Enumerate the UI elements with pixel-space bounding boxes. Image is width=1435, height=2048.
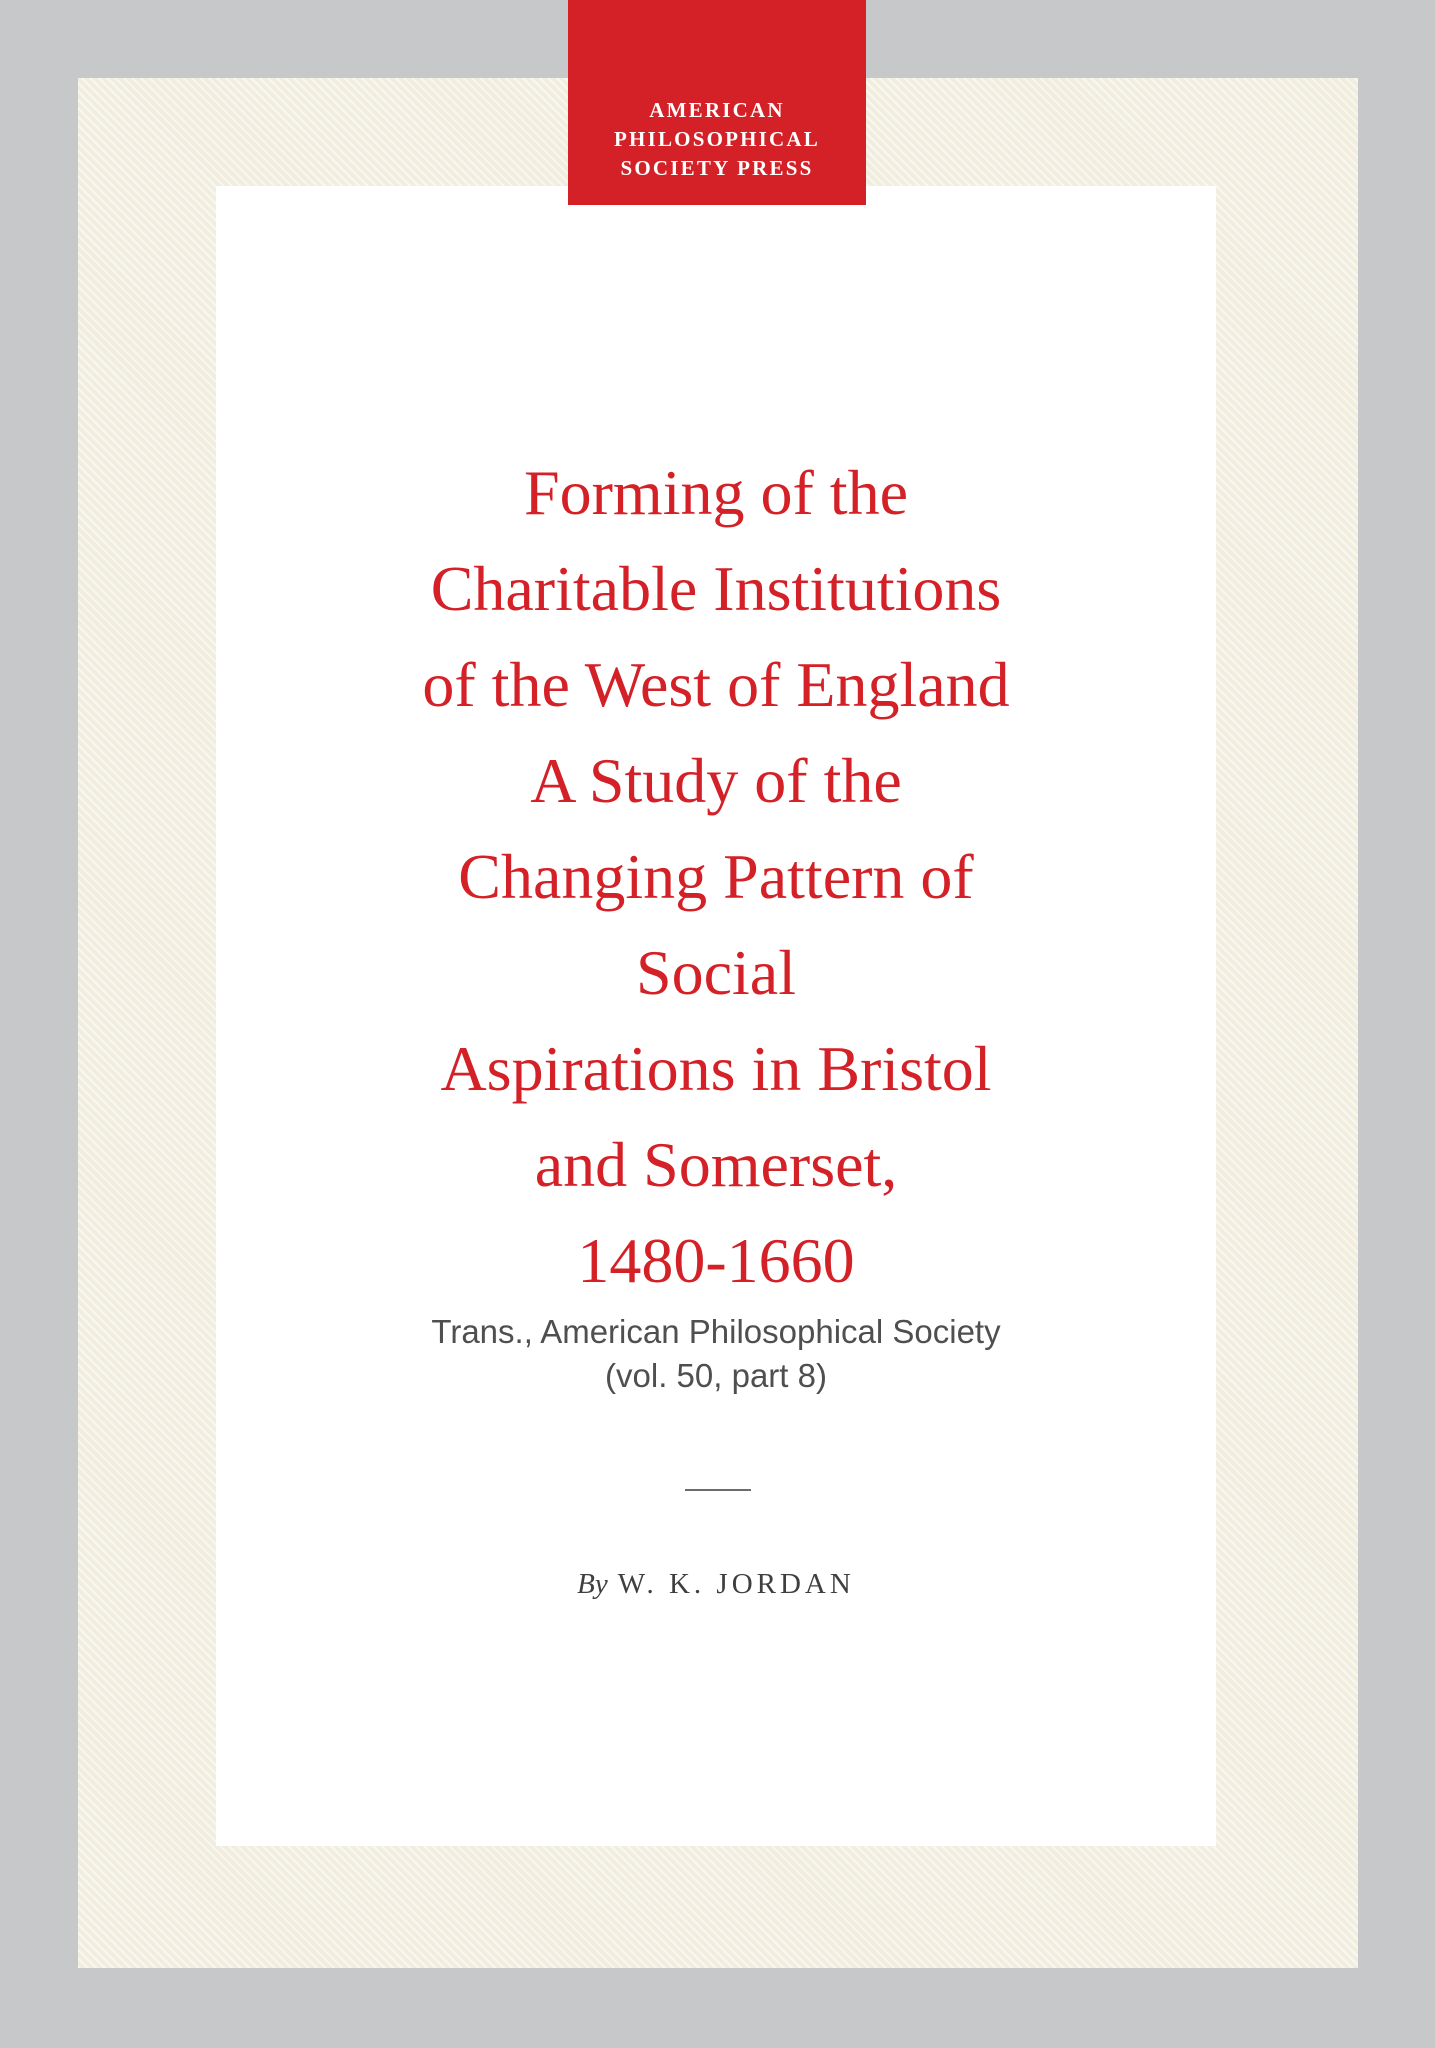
- publisher-line: SOCIETY PRESS: [620, 156, 814, 180]
- title-line: and Somerset,: [534, 1129, 898, 1200]
- title-line: A Study of the: [530, 745, 902, 816]
- title-line: Social: [636, 937, 796, 1008]
- by-label: By: [577, 1568, 608, 1600]
- byline: [216, 1568, 1216, 1601]
- title-line: Changing Pattern of: [458, 841, 974, 912]
- title-line: of the West of England: [422, 649, 1010, 720]
- divider-rule: [685, 1489, 751, 1491]
- title-line: Forming of the: [524, 457, 908, 528]
- title-line: Aspirations in Bristol: [440, 1033, 992, 1104]
- book-title: [216, 445, 1216, 1309]
- author-name: W. K. JORDAN: [617, 1568, 855, 1600]
- publisher-line: PHILOSOPHICAL: [614, 127, 820, 151]
- title-line: 1480-1660: [577, 1225, 855, 1296]
- publisher-line: AMERICAN: [649, 98, 785, 122]
- series-line: Trans., American Philosophical Society: [431, 1313, 1001, 1350]
- publisher-banner: [568, 0, 866, 205]
- series-line: (vol. 50, part 8): [605, 1357, 827, 1394]
- series-info: [216, 1310, 1216, 1398]
- title-line: Charitable Institutions: [430, 553, 1002, 624]
